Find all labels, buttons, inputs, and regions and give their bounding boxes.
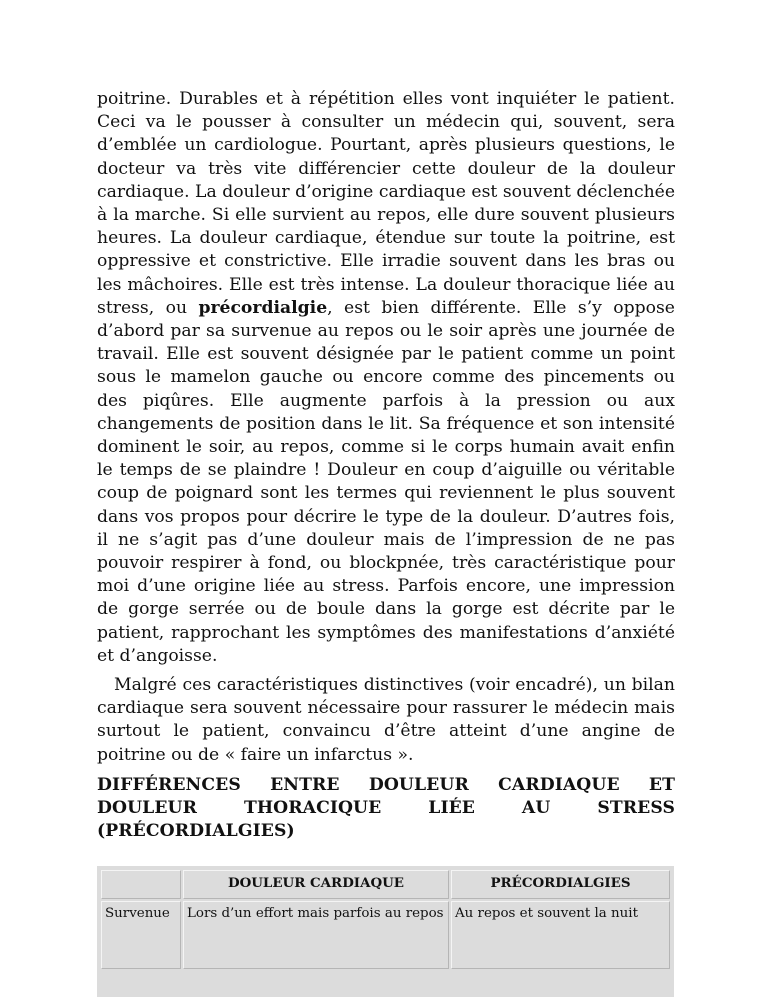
header-cell-precordialgies: PRÉCORDIALGIES <box>451 870 670 899</box>
paragraph-1-text-end: , est bien différente. Elle s’y oppose d’abord par sa survenue au repos ou le soir après une journée de travail. Elle est souvent désignée par le patient comme un point sous le mamelon gauche ou encore comme des pincements ou des piqûres. Elle augmente parfois à la pression ou aux changements de position dans le lit. Sa fréquence et son intensité dominent le soir, au repos, comme si le corps humain avait enfin le temps de se plaindre ! Douleur en coup d’aiguille ou véritable coup de poignard sont les termes qui reviennent le plus souvent dans vos propos pour décrire le type de la douleur. D’autres fois, il ne s’agit pas d’une douleur mais de l’impression de ne pas pouvoir respirer à fond, ou blockpnée, très caractéristique pour moi d’une origine liée au stress. Parfois encore, une impression de gorge serrée ou de boule dans la gorge est décrite par le patient, rapprochant les symptômes des manifestations d’anxiété et d’angoisse. <box>97 297 675 666</box>
body-paragraph-1 <box>97 88 675 668</box>
comparison-box <box>97 866 674 997</box>
cell-cardiaque-survenue: Lors d’un effort mais parfois au repos <box>183 901 449 969</box>
row-label-survenue: Survenue <box>101 901 181 969</box>
term-precordialgie: précordialgie <box>198 297 328 318</box>
body-paragraph-2: Malgré ces caractéristiques distinctives (voir encadré), un bilan cardiaque sera souvent nécessaire pour rassurer le médecin mais surtout le patient, convaincu d’être atteint d’une angine de poitrine ou de « faire un infarctus ». <box>97 675 675 765</box>
paragraph-1-text-start: poitrine. Durables et à répétition elles vont inquiéter le patient. Ceci va le pousser à consulter un médecin qui, souvent, sera d’emblée un cardiologue. Pourtant, après plusieurs questions, le docteur va très vite différencier cette douleur de la douleur cardiaque. La douleur d’origine cardiaque est souvent déclenchée à la marche. Si elle survient au repos, elle dure souvent plusieurs heures. La douleur cardiaque, étendue sur toute la poitrine, est oppressive et constrictive. Elle irradie souvent dans les bras ou les mâchoires. Elle est très intense. La douleur thoracique liée au stress, ou <box>97 89 675 318</box>
table-row <box>101 901 670 969</box>
header-cell-empty <box>101 870 181 899</box>
box-heading: DIFFÉRENCES ENTRE DOULEUR CARDIAQUE ET DOULEUR THORACIQUE LIÉE AU STRESS (PRÉCORDIALGIES) <box>97 774 675 841</box>
table-header-row <box>101 870 670 899</box>
cell-precordialgies-survenue: Au repos et souvent la nuit <box>451 901 670 969</box>
document-page <box>97 88 675 997</box>
comparison-table <box>99 868 672 971</box>
header-cell-douleur-cardiaque: DOULEUR CARDIAQUE <box>183 870 449 899</box>
